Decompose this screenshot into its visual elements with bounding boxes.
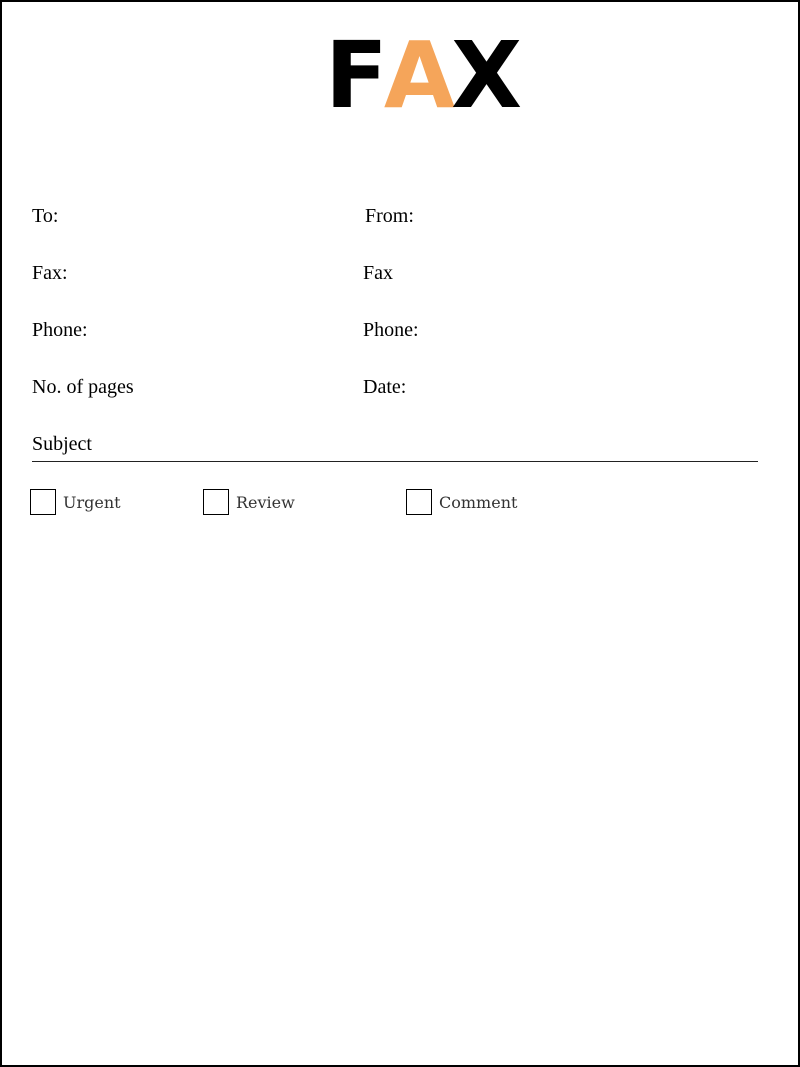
checkbox-label: Review [236,492,295,512]
checkbox-label: Comment [439,492,518,512]
urgent-checkbox[interactable] [30,489,121,515]
logo-letter-f: F [325,22,384,129]
checkbox-box[interactable] [406,489,432,515]
phone-label-recipient: Phone: [32,319,88,341]
checkbox-box[interactable] [30,489,56,515]
to-label: To: [32,205,59,227]
from-label: From: [365,205,414,227]
pages-label: No. of pages [32,376,134,398]
checkbox-box[interactable] [203,489,229,515]
fax-label-recipient: Fax: [32,262,68,284]
comment-checkbox[interactable] [406,489,517,515]
date-label: Date: [363,376,407,398]
fax-label-sender: Fax [363,262,393,284]
logo-letter-a: A [383,22,452,129]
subject-divider [32,461,758,462]
fax-logo [325,22,535,129]
logo-letter-x: X [451,22,518,129]
checkbox-label: Urgent [63,492,121,512]
review-checkbox[interactable] [203,489,295,515]
subject-label: Subject [32,433,92,455]
phone-label-sender: Phone: [363,319,419,341]
